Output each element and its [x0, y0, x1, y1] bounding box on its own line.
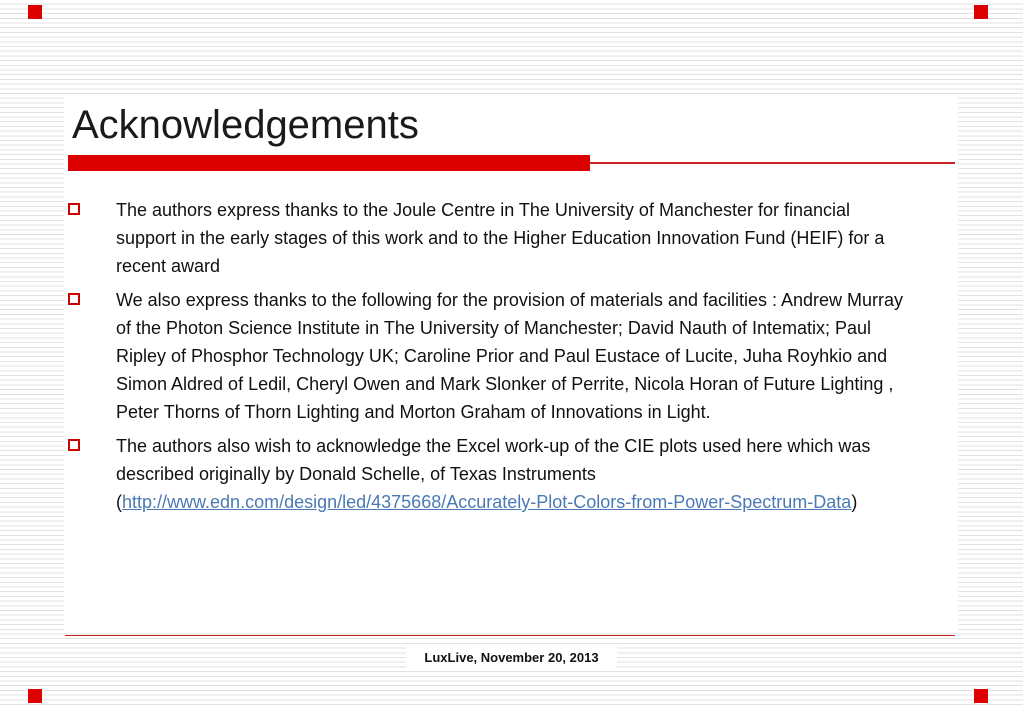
bullet-square-icon	[68, 439, 80, 451]
bullet-text	[116, 432, 906, 516]
bullet-square-icon	[68, 203, 80, 215]
corner-square-top-left	[28, 5, 42, 19]
corner-square-bottom-right	[974, 689, 988, 703]
footer-divider-line	[65, 635, 955, 636]
bullet-item-funding	[66, 196, 906, 280]
bullet-text: The authors express thanks to the Joule Centre in The University of Manchester for financial support in the early stages of this work and to the Higher Education Innovation Fund (HEIF) for a recent award	[116, 200, 885, 276]
corner-square-bottom-left	[28, 689, 42, 703]
footer	[0, 645, 1023, 670]
slide-title: Acknowledgements	[72, 103, 419, 147]
corner-square-top-right	[974, 5, 988, 19]
title-accent-bar	[68, 155, 590, 171]
edn-article-link[interactable]: http://www.edn.com/design/led/4375668/Accurately-Plot-Colors-from-Power-Spectrum-Data	[122, 492, 852, 512]
bullet-item-materials	[66, 286, 906, 426]
bullet-text-before-link: The authors also wish to acknowledge the Excel work-up of the CIE plots used here which was described originally by Donald Schelle, of Texas Instruments (	[116, 436, 871, 512]
footer-text: LuxLive, November 20, 2013	[406, 645, 616, 670]
bullet-square-icon	[68, 293, 80, 305]
bullet-text: We also express thanks to the following for the provision of materials and facilities : Andrew Murray of the Photon Science Institute in The University of Manchester; David Nauth of Intematix; Paul Ripley of Phosphor Technology UK; Caroline Prior and Paul Eustace of Lucite, Juha Royhkio and Simon Aldred of Ledil, Cheryl Owen and Mark Slonker of Perrite, Nicola Horan of Future Lighting , Peter Thorns of Thorn Lighting and Morton Graham of Innovations in Light.	[116, 290, 904, 422]
bullet-text-after-link: )	[851, 492, 858, 512]
bullet-item-cie-plots	[66, 432, 906, 516]
bullet-list	[66, 196, 912, 522]
